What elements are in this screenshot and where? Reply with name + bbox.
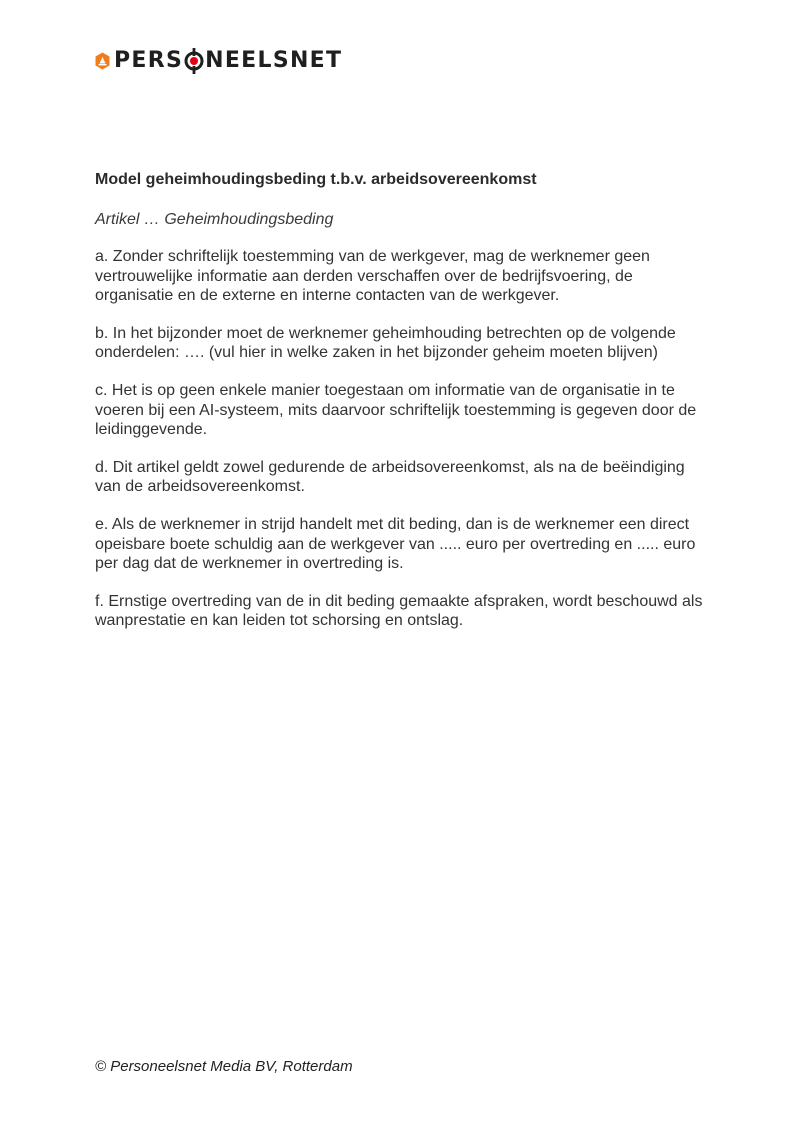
document-body — [95, 170, 705, 649]
personeelsnet-logo — [95, 46, 342, 76]
logo-text-start: PERS — [114, 48, 184, 73]
footer-copyright: © Personeelsnet Media BV, Rotterdam — [95, 1058, 353, 1075]
document-title: Model geheimhoudingsbeding t.b.v. arbeidsovereenkomst — [95, 171, 537, 188]
hexagon-logo-icon — [95, 52, 110, 70]
logo-wordmark — [114, 48, 342, 74]
logo-text-end: NEELSNET — [205, 48, 343, 73]
clause-b: b. In het bijzonder moet de werknemer geheimhouding betrechten op de volgende onderdelen: …. (vul hier in welke zaken in het bijzonder geheim moeten blijven) — [95, 324, 676, 362]
clause-e: e. Als de werknemer in strijd handelt met dit beding, dan is de werknemer een direct opeisbare boete schuldig aan de werkgever van ..... euro per overtreding en ..... euro per dag dat de werknemer in overtreding is. — [95, 515, 696, 573]
article-heading: Artikel … Geheimhoudingsbeding — [95, 211, 334, 228]
clause-d: d. Dit artikel geldt zowel gedurende de arbeidsovereenkomst, als na de beëindiging van de arbeidsovereenkomst. — [95, 458, 685, 496]
clause-f: f. Ernstige overtreding van de in dit beding gemaakte afspraken, wordt beschouwd als wanprestatie en kan leiden tot schorsing en ontslag. — [95, 592, 703, 630]
clause-c: c. Het is op geen enkele manier toegestaan om informatie van de organisatie in te voeren bij een AI-systeem, mits daarvoor schriftelijk toestemming is gegeven door de leidinggevende. — [95, 381, 697, 439]
clause-a: a. Zonder schriftelijk toestemming van de werkgever, mag de werknemer geen vertrouwelijke informatie aan derden verschaffen over de bedrijfsvoering, de organisatie en de externe en interne contacten van de werkgever. — [95, 248, 650, 305]
logo-o-target-icon — [184, 48, 204, 74]
